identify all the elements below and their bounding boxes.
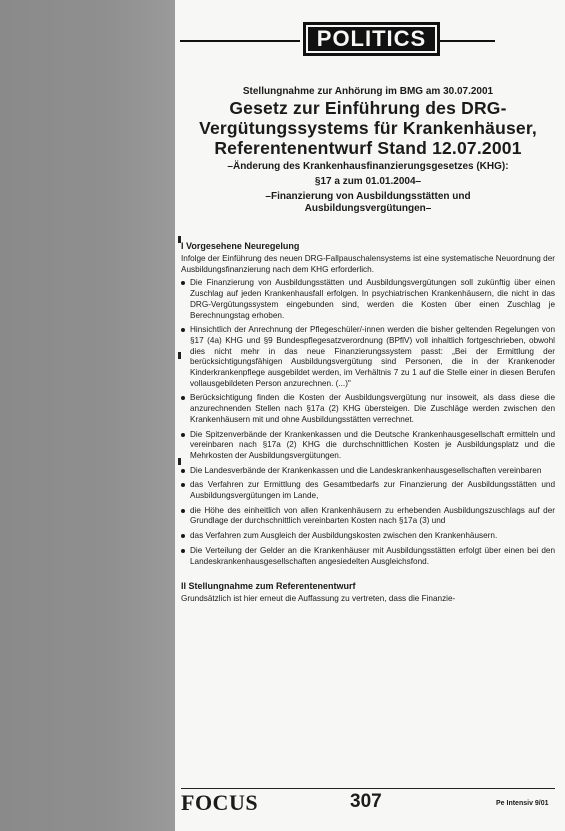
bullet-icon	[181, 483, 185, 487]
page-number: 307	[350, 791, 382, 812]
header-rule-right	[440, 40, 495, 42]
list-item	[181, 531, 555, 542]
section-label-politics: POLITICS	[303, 22, 440, 56]
section-heading-1: I Vorgesehene Neuregelung	[181, 241, 300, 251]
list-item-text: Hinsichtlich der Anrechnung der Pflegeschüler/-innen werden die bisher geltenden Regelungen von §17 (4a) KHG und §9 Bundespflegesatzverordnung (BPflV) voll inhaltlich fortgeschrieben, obwohl dies nicht mehr in das neue Finanzierungssystem passt: „Bei der Ermittlung der berücksichtigungsfähigen Ausbildungsvergütung sind Personen, die in der Krankenoder Kinderkrankenpflege ausgebildet werden, im Verhältnis 7 zu 1 auf die Stelle einer in diesen Berufen vollausgebildeten Person anzurechnen. (...)"	[190, 325, 555, 388]
list-item	[181, 506, 555, 527]
article-title-line: Referentenentwurf Stand 12.07.2001	[214, 138, 522, 158]
section-1-bullet-list	[181, 278, 555, 567]
list-item-text: Die Verteilung der Gelder an die Krankenhäuser mit Ausbildungsstätten erfolgt über einen bei den Landeskrankenhausgesellschaften angesiedelten Ausgleichsfond.	[190, 545, 555, 566]
footer-logo: FOCUS	[181, 790, 259, 815]
article-subtitle2-line: Ausbildungsvergütungen–	[304, 203, 432, 214]
bullet-icon	[181, 549, 185, 553]
bullet-icon	[181, 281, 185, 285]
article-subtitle2-line: –Finanzierung von Ausbildungsstätten und	[265, 191, 471, 202]
list-item-text: das Verfahren zum Ausgleich der Ausbildungskosten zwischen den Krankenhäusern.	[190, 531, 498, 541]
list-item	[181, 546, 555, 567]
section-2-intro: Grundsätzlich ist hier erneut die Auffassung zu vertreten, dass die Finanzie-	[181, 594, 456, 604]
list-item-text: die Höhe des einheitlich von allen Krankenhäusern zu erhebenden Ausbildungszuschlags auf der Grundlage der durchschnittlich vereinbarten Kosten nach §17a (3) und	[190, 505, 555, 526]
list-item	[181, 466, 555, 477]
list-item-text: das Verfahren zur Ermittlung des Gesamtbedarfs zur Finanzierung der Ausbildungsstätten und Ausbildungsvergütungen im Lande,	[190, 480, 555, 501]
bullet-icon	[181, 328, 185, 332]
list-item	[181, 430, 555, 462]
bullet-icon	[181, 433, 185, 437]
article-heading	[181, 86, 555, 215]
left-grey-margin	[0, 0, 175, 831]
article-body	[181, 86, 555, 605]
list-item	[181, 325, 555, 389]
article-title-line: Vergütungssystems für Krankenhäuser,	[199, 118, 537, 138]
list-item	[181, 480, 555, 501]
section-heading-2: II Stellungnahme zum Referentenentwurf	[181, 581, 356, 592]
footer-rule	[181, 788, 555, 789]
issue-label: Pe Intensiv 9/01	[496, 800, 549, 807]
article-subtitle-line: –Änderung des Krankenhausfinanzierungsgesetzes (KHG):	[227, 161, 509, 172]
list-item	[181, 278, 555, 321]
list-item-text: Die Finanzierung von Ausbildungsstätten und Ausbildungsvergütungen soll zukünftig über einen Zuschlag auf jeden Krankenhausfall erfolgen. In psychiatrischen Krankenhäusern, die nicht in das DRG-Vergütungssystem eingebunden sind, werden die Kosten über einen Zuschlag je Berechnungstag erhoben.	[190, 278, 555, 320]
bullet-icon	[181, 509, 185, 513]
list-item-text: Die Spitzenverbände der Krankenkassen und die Deutsche Krankenhausgesellschaft ermitteln und vereinbaren nach §17a (2) KHG die durchschnittlichen Kosten je Ausbildungsplatz und die Mehrkosten der Ausbildungsvergütungen.	[190, 429, 555, 460]
article-supertitle: Stellungnahme zur Anhörung im BMG am 30.07.2001	[242, 86, 494, 97]
list-item-text: Berücksichtigung finden die Kosten der Ausbildungsvergütung nur insoweit, als dass diese die anzurechnenden Stellen nach §17a (2) KHG übersteigen. Die Zuschläge werden zwischen den Krankenhäusern mit und ohne Ausbildungsstätten verrechnet.	[190, 393, 555, 424]
header-rule-left	[180, 40, 300, 42]
article-title-line: Gesetz zur Einführung des DRG-	[229, 98, 507, 118]
bullet-icon	[181, 396, 185, 400]
article-subtitle-line: §17 a zum 01.01.2004–	[314, 176, 422, 187]
bullet-icon	[181, 534, 185, 538]
bullet-icon	[181, 469, 185, 473]
list-item	[181, 393, 555, 425]
section-1-intro: Infolge der Einführung des neuen DRG-Fallpauschalensystems ist eine systematische Neuordnung der Ausbildungsfinanzierung nach dem KHG erforderlich.	[181, 254, 555, 274]
list-item-text: Die Landesverbände der Krankenkassen und die Landeskrankenhausgesellschaften vereinbaren	[190, 465, 542, 475]
